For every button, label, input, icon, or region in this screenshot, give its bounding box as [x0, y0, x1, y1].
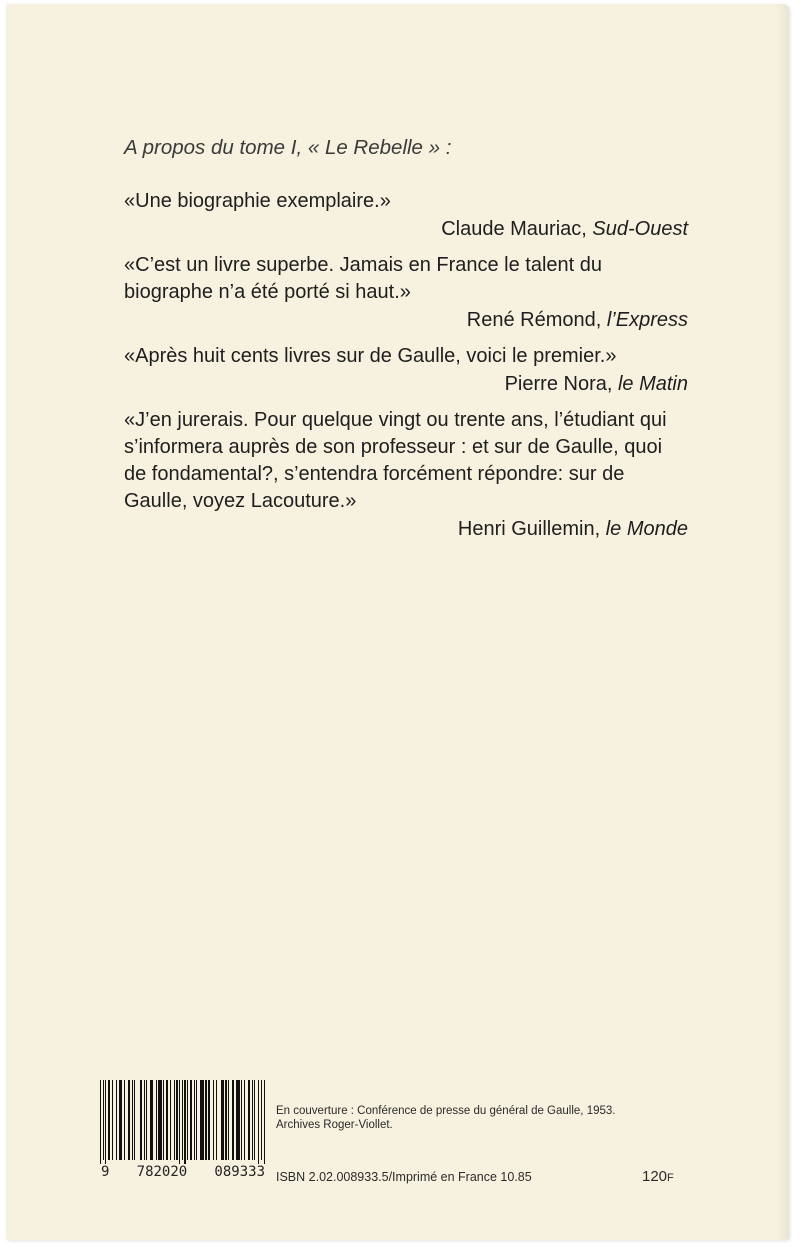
review-quote — [124, 252, 688, 334]
barcode-bar — [196, 1080, 197, 1160]
quote-text: «Après huit cents livres sur de Gaulle, voici le premier.» — [124, 345, 617, 367]
barcode-bar — [258, 1080, 259, 1176]
quote-source — [124, 515, 688, 543]
barcode-bar — [116, 1080, 117, 1160]
price — [642, 1168, 674, 1185]
price-currency: F — [667, 1172, 674, 1184]
barcode-bar — [140, 1080, 142, 1160]
barcode-bar — [128, 1080, 130, 1160]
barcode-right-group: 089333 — [214, 1164, 265, 1180]
barcode-bar — [264, 1080, 265, 1176]
cover-credit — [276, 1104, 615, 1132]
barcode-bar — [261, 1080, 262, 1160]
barcode-bar — [200, 1080, 204, 1160]
intro-heading — [124, 136, 451, 160]
quote-text: «J’en jurerais. Pour quelque vingt ou trente ans, l’étudiant qui s’informera auprès de son professeur : et sur de Gaulle, quoi de fondamental?, s’entendra forcément répondre: sur de Gaulle, voyez Lacouture.» — [124, 409, 667, 512]
barcode-bar — [124, 1080, 125, 1160]
barcode-bar — [100, 1080, 101, 1176]
barcode-bar — [182, 1080, 183, 1160]
quote-publication: l’Express — [606, 309, 688, 331]
quote-text: «Une biographie exemplaire.» — [124, 190, 391, 212]
barcode-first-digit: 9 — [101, 1164, 110, 1180]
barcode-bar — [174, 1080, 175, 1160]
barcode-bar — [208, 1080, 210, 1160]
barcode-bar — [232, 1080, 234, 1160]
price-amount: 120 — [642, 1168, 668, 1185]
barcode-bar — [228, 1080, 229, 1160]
barcode-bar — [205, 1080, 206, 1160]
barcode-bar — [225, 1080, 226, 1160]
barcode-bar — [241, 1080, 242, 1160]
barcode-bar — [163, 1080, 164, 1160]
quote-publication: Sud-Ouest — [592, 218, 688, 240]
review-quote — [124, 407, 688, 543]
intro-suffix: » : — [422, 136, 452, 159]
barcode-bar — [248, 1080, 250, 1160]
review-quote — [124, 188, 688, 243]
barcode-bar — [105, 1080, 106, 1176]
cover-credit-line: En couverture : Conférence de presse du général de Gaulle, 1953. — [276, 1105, 616, 1117]
barcode-bar — [119, 1080, 123, 1160]
quote-text: «C’est un livre superbe. Jamais en France le talent du biographe n’a été porté si haut.» — [124, 254, 603, 303]
barcode-bar — [179, 1080, 180, 1176]
barcode-bar — [170, 1080, 171, 1160]
barcode-bar — [146, 1080, 147, 1160]
intro-prefix: A propos du tome I, « — [124, 136, 325, 159]
barcode-bar — [194, 1080, 195, 1160]
quote-author: René Rémond, — [466, 309, 607, 331]
barcode-bar — [190, 1080, 192, 1160]
cover-credit-line: Archives Roger-Viollet. — [276, 1119, 393, 1131]
quote-source — [124, 215, 688, 243]
barcode-bar — [176, 1080, 177, 1160]
quote-publication: le Matin — [617, 373, 688, 395]
barcode — [100, 1080, 266, 1180]
barcode-bar — [221, 1080, 223, 1160]
review-quote — [124, 343, 688, 398]
quote-publication: le Monde — [605, 518, 688, 540]
barcode-bar — [132, 1080, 133, 1160]
quote-author: Pierre Nora, — [504, 373, 618, 395]
barcode-bar — [252, 1080, 253, 1160]
barcode-bar — [108, 1080, 110, 1160]
barcode-bar — [158, 1080, 162, 1160]
barcode-bar — [166, 1080, 168, 1160]
quote-author: Henri Guillemin, — [457, 518, 606, 540]
barcode-bar — [216, 1080, 217, 1160]
barcode-bar — [236, 1080, 240, 1160]
barcode-left-group: 782020 — [136, 1164, 188, 1180]
barcode-bar — [254, 1080, 255, 1160]
quote-author: Claude Mauriac, — [441, 218, 593, 240]
intro-title: Le Rebelle — [324, 136, 423, 159]
barcode-bar — [134, 1080, 135, 1160]
barcode-bar — [144, 1080, 145, 1160]
barcode-bar — [112, 1080, 113, 1160]
barcode-bar — [184, 1080, 185, 1176]
quote-source — [124, 306, 688, 334]
barcode-bars — [100, 1080, 266, 1160]
barcode-bar — [103, 1080, 104, 1160]
book-back-cover — [6, 4, 789, 1240]
barcode-bar — [156, 1080, 157, 1160]
review-quotes — [124, 188, 688, 552]
isbn-line: ISBN 2.02.008933.5/Imprimé en France 10.85 — [276, 1170, 532, 1184]
barcode-bar — [213, 1080, 214, 1160]
barcode-digits — [100, 1164, 266, 1180]
barcode-bar — [187, 1080, 188, 1160]
barcode-bar — [150, 1080, 152, 1160]
quote-source — [124, 370, 688, 398]
barcode-bar — [244, 1080, 245, 1160]
